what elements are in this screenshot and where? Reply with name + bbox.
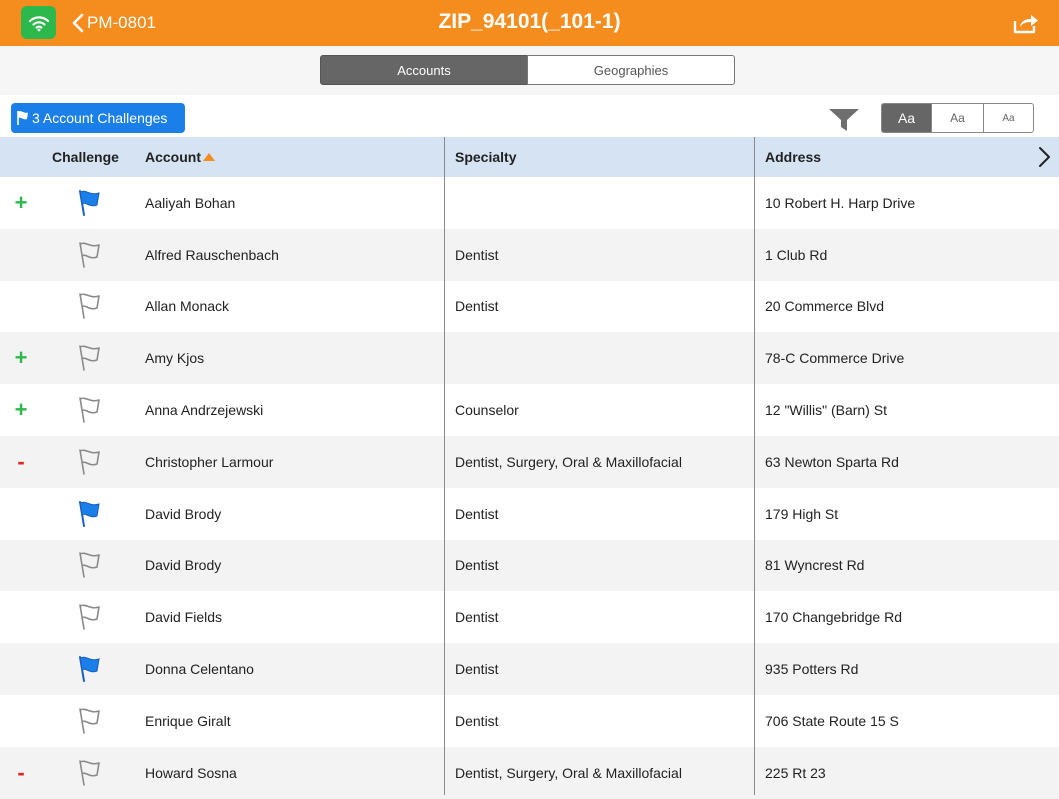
account-name: Alfred Rauschenbach bbox=[145, 246, 279, 263]
account-challenges-label: 3 Account Challenges bbox=[32, 110, 168, 126]
account-address: 81 Wyncrest Rd bbox=[765, 557, 865, 574]
back-label: PM-0801 bbox=[87, 13, 156, 32]
account-address: 179 High St bbox=[765, 505, 839, 522]
account-name: David Brody bbox=[145, 557, 222, 574]
filter-icon[interactable] bbox=[828, 107, 860, 133]
table-row[interactable] bbox=[0, 436, 1059, 488]
back-button[interactable] bbox=[72, 11, 156, 35]
challenge-flag-icon[interactable] bbox=[76, 747, 104, 799]
change-indicator bbox=[11, 591, 31, 643]
account-challenges-button[interactable] bbox=[11, 103, 185, 133]
column-header-challenge[interactable]: Challenge bbox=[52, 149, 119, 165]
account-name: Donna Celentano bbox=[145, 661, 254, 678]
flag-icon bbox=[16, 110, 30, 126]
challenge-flag-filled-icon[interactable] bbox=[76, 488, 104, 540]
account-specialty: Dentist bbox=[455, 246, 499, 263]
account-address: 170 Changebridge Rd bbox=[765, 609, 902, 626]
account-specialty: Dentist bbox=[455, 609, 499, 626]
account-address: 706 State Route 15 S bbox=[765, 712, 899, 729]
table-row[interactable] bbox=[0, 591, 1059, 643]
change-indicator: - bbox=[17, 759, 25, 785]
table-row[interactable] bbox=[0, 540, 1059, 592]
table-row[interactable] bbox=[0, 488, 1059, 540]
challenge-flag-filled-icon[interactable] bbox=[76, 643, 104, 695]
account-address: 78-C Commerce Drive bbox=[765, 350, 905, 367]
tab-accounts[interactable]: Accounts bbox=[320, 55, 528, 85]
table-row[interactable] bbox=[0, 384, 1059, 436]
change-indicator bbox=[11, 695, 31, 747]
column-divider bbox=[444, 137, 445, 795]
tab-geographies[interactable]: Geographies bbox=[527, 55, 735, 85]
account-name: Howard Sosna bbox=[145, 764, 237, 781]
table-row[interactable] bbox=[0, 229, 1059, 281]
account-name: Amy Kjos bbox=[145, 350, 205, 367]
account-specialty: Counselor bbox=[455, 402, 519, 419]
account-address: 225 Rt 23 bbox=[765, 764, 826, 781]
accounts-table-body bbox=[0, 177, 1059, 799]
account-specialty: Dentist bbox=[455, 557, 499, 574]
change-indicator bbox=[11, 488, 31, 540]
challenge-flag-icon[interactable] bbox=[76, 540, 104, 592]
change-indicator bbox=[11, 229, 31, 281]
challenge-flag-icon[interactable] bbox=[76, 384, 104, 436]
chevron-right-icon[interactable] bbox=[1036, 146, 1052, 168]
change-indicator: + bbox=[14, 345, 28, 371]
challenge-flag-icon[interactable] bbox=[76, 332, 104, 384]
challenge-flag-icon[interactable] bbox=[76, 281, 104, 333]
font-size-large-button[interactable]: Aa bbox=[881, 103, 932, 133]
challenge-flag-icon[interactable] bbox=[76, 591, 104, 643]
account-specialty: Dentist, Surgery, Oral & Maxillofacial bbox=[455, 764, 682, 781]
challenge-flag-icon[interactable] bbox=[76, 695, 104, 747]
account-address: 10 Robert H. Harp Drive bbox=[765, 194, 916, 211]
column-header-account-label: Account bbox=[145, 149, 201, 165]
account-address: 935 Potters Rd bbox=[765, 661, 859, 678]
column-divider bbox=[754, 137, 755, 795]
table-row[interactable] bbox=[0, 747, 1059, 799]
account-name: Aaliyah Bohan bbox=[145, 194, 236, 211]
challenge-flag-icon[interactable] bbox=[76, 436, 104, 488]
change-indicator: + bbox=[14, 397, 28, 423]
sort-ascending-icon bbox=[203, 153, 215, 161]
share-icon[interactable] bbox=[1012, 11, 1040, 35]
table-header bbox=[0, 137, 1059, 177]
account-name: Christopher Larmour bbox=[145, 453, 274, 470]
table-row[interactable] bbox=[0, 332, 1059, 384]
table-row[interactable] bbox=[0, 695, 1059, 747]
challenge-flag-filled-icon[interactable] bbox=[76, 177, 104, 229]
account-address: 20 Commerce Blvd bbox=[765, 298, 885, 315]
account-address: 12 "Willis" (Barn) St bbox=[765, 402, 887, 419]
column-header-address[interactable]: Address bbox=[765, 149, 822, 165]
account-address: 63 Newton Sparta Rd bbox=[765, 453, 899, 470]
account-specialty: Dentist, Surgery, Oral & Maxillofacial bbox=[455, 453, 682, 470]
column-header-account[interactable] bbox=[145, 137, 215, 177]
top-bar bbox=[0, 0, 1059, 46]
change-indicator bbox=[11, 643, 31, 695]
account-specialty: Dentist bbox=[455, 712, 499, 729]
table-row[interactable] bbox=[0, 177, 1059, 229]
account-name: David Fields bbox=[145, 609, 223, 626]
page-title: ZIP_94101(_101-1) bbox=[438, 10, 621, 33]
account-name: Enrique Giralt bbox=[145, 712, 231, 729]
account-name: Anna Andrzejewski bbox=[145, 402, 264, 419]
account-name: Allan Monack bbox=[145, 298, 230, 315]
table-row[interactable] bbox=[0, 643, 1059, 695]
account-specialty: Dentist bbox=[455, 505, 499, 522]
account-address: 1 Club Rd bbox=[765, 246, 828, 263]
font-size-medium-button[interactable]: Aa bbox=[931, 103, 984, 133]
column-header-specialty[interactable]: Specialty bbox=[455, 149, 517, 165]
font-size-small-button[interactable]: Aa bbox=[983, 103, 1034, 133]
table-row[interactable] bbox=[0, 281, 1059, 333]
change-indicator bbox=[11, 281, 31, 333]
chevron-left-icon bbox=[72, 13, 84, 33]
challenge-flag-icon[interactable] bbox=[76, 229, 104, 281]
account-specialty: Dentist bbox=[455, 661, 499, 678]
change-indicator: + bbox=[14, 189, 28, 215]
wifi-icon[interactable] bbox=[21, 6, 56, 39]
change-indicator bbox=[11, 540, 31, 592]
account-name: David Brody bbox=[145, 505, 222, 522]
account-specialty: Dentist bbox=[455, 298, 499, 315]
change-indicator: - bbox=[17, 448, 25, 474]
